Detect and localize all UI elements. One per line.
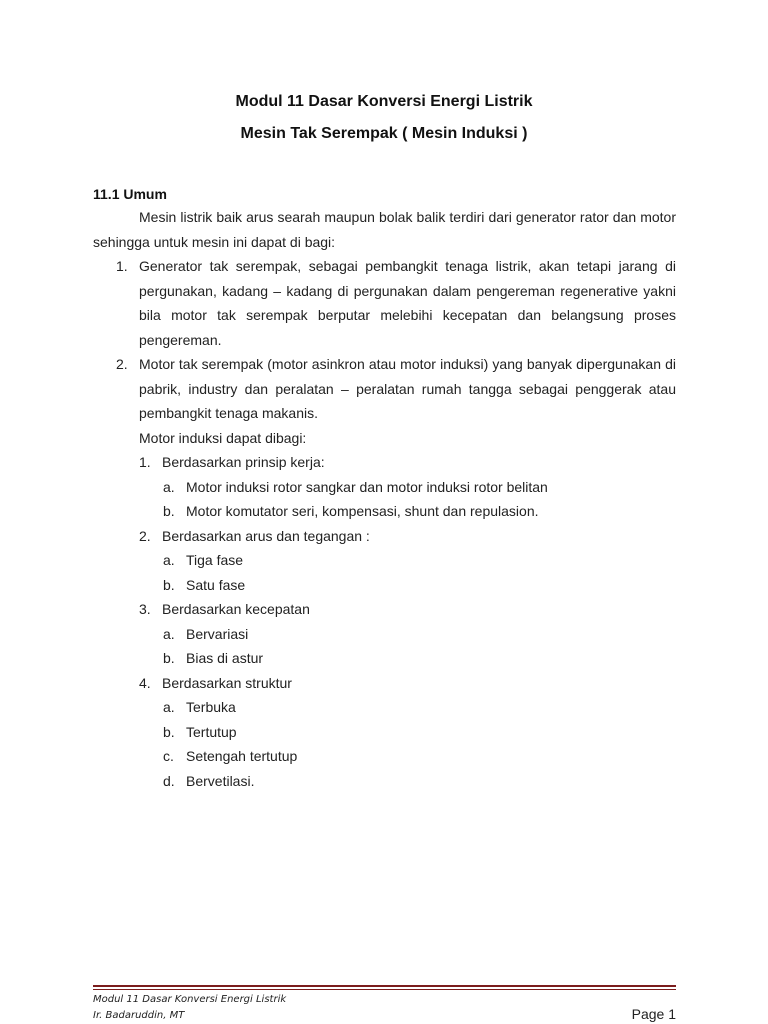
sub-item — [93, 548, 676, 573]
sub-item — [93, 622, 676, 647]
sub-item-letter: d. — [163, 772, 175, 789]
footer-rule-thin — [93, 989, 676, 990]
category-item — [93, 597, 676, 622]
footer-author: Ir. Badaruddin, MT — [93, 1010, 185, 1021]
sub-item-text: Motor induksi rotor sangkar dan motor induksi rotor belitan — [186, 478, 548, 495]
sub-item-text: Setengah tertutup — [186, 748, 298, 764]
category-number: 2. — [139, 527, 151, 544]
sub-item-letter: a. — [163, 625, 175, 642]
sub-item-letter: c. — [163, 748, 174, 764]
category-label: Berdasarkan struktur — [162, 674, 292, 691]
sub-item — [93, 769, 676, 794]
sub-item-text: Tertutup — [186, 723, 237, 740]
footer-rule-thick — [93, 985, 676, 987]
sub-item — [93, 646, 676, 671]
sub-item-letter: a. — [163, 478, 175, 495]
sub-item-letter: a. — [163, 552, 175, 568]
category-item — [93, 450, 676, 475]
list-item — [93, 254, 676, 352]
category-number: 3. — [139, 601, 151, 617]
category-number: 1. — [139, 454, 151, 470]
category-item — [93, 671, 676, 696]
sub-item — [93, 695, 676, 720]
sub-item-text: Bervariasi — [186, 625, 249, 642]
sub-item — [93, 499, 676, 524]
category-label: Berdasarkan arus dan tegangan : — [162, 527, 370, 544]
sub-item — [93, 720, 676, 745]
sub-item — [93, 744, 676, 769]
sub-item-text: Satu fase — [186, 576, 246, 593]
footer-module-title: Modul 11 Dasar Konversi Energi Listrik — [93, 994, 287, 1005]
sub-item-letter: b. — [163, 576, 175, 593]
document-title: Modul 11 Dasar Konversi Energi Listrik — [235, 93, 533, 110]
category-item — [93, 524, 676, 549]
sub-item-letter: b. — [163, 503, 175, 519]
motor-intro: Motor induksi dapat dibagi: — [139, 429, 307, 446]
category-number: 4. — [139, 674, 151, 691]
sub-item-text: Tiga fase — [186, 552, 244, 568]
document-subtitle: Mesin Tak Serempak ( Mesin Induksi ) — [240, 125, 528, 142]
sub-item-text: Bervetilasi. — [186, 772, 255, 789]
list-number: 1. — [116, 258, 128, 274]
sub-item — [93, 573, 676, 598]
sub-item-text: Motor komutator seri, kompensasi, shunt dan repulasion. — [186, 503, 539, 519]
list-text: Generator tak serempak, sebagai pembangkit tenaga listrik, akan tetapi jarang di pergunakan, kadang – kadang di pergunakan dalam pengereman regenerative yakni bila motor tak serempak berputar melebihi kecepatan dan belangsung proses pengereman. — [139, 258, 676, 348]
category-label: Berdasarkan prinsip kerja: — [162, 454, 325, 470]
intro-paragraph: Mesin listrik baik arus searah maupun bolak balik terdiri dari generator rator dan motor sehingga untuk mesin ini dapat di bagi: — [93, 209, 676, 250]
sub-item — [93, 475, 676, 500]
sub-item-text: Terbuka — [186, 699, 236, 715]
category-label: Berdasarkan kecepatan — [162, 601, 310, 617]
sub-item-letter: b. — [163, 650, 175, 666]
list-item — [93, 352, 676, 426]
page-number: Page 1 — [631, 1006, 676, 1022]
sub-item-letter: b. — [163, 723, 175, 740]
list-number: 2. — [116, 356, 128, 372]
body-text — [93, 205, 676, 793]
list-text: Motor tak serempak (motor asinkron atau motor induksi) yang banyak dipergunakan di pabrik, industry dan peralatan – peralatan rumah tangga sebagai penggerak atau pembangkit tenaga makanis. — [139, 356, 676, 421]
sub-item-letter: a. — [163, 699, 175, 715]
sub-item-text: Bias di astur — [186, 650, 264, 666]
section-heading: 11.1 Umum — [93, 186, 167, 202]
